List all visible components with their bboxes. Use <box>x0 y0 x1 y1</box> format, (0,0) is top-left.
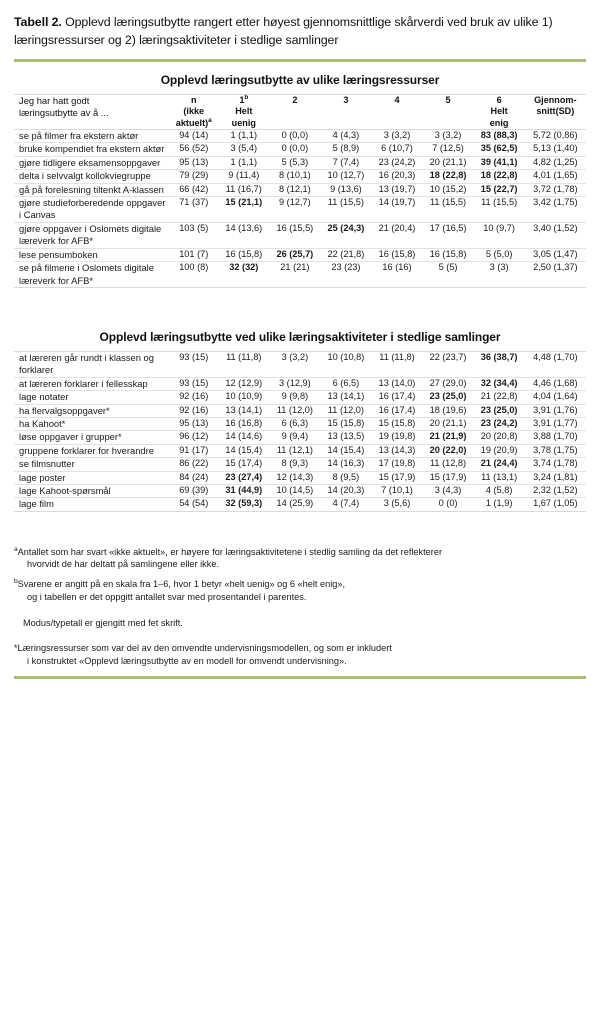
cell-mean-sd: 4,48 (1,70) <box>525 351 586 377</box>
header-question-line2: læringsutbytte av å ... <box>19 106 109 118</box>
table-row <box>14 377 586 390</box>
header-col-3: 3 <box>320 94 371 129</box>
cell-scale-3: 10 (10,8) <box>320 351 371 377</box>
cell-scale-5: 3 (4,3) <box>423 484 474 497</box>
cell-n: 95 (13) <box>169 417 218 430</box>
header-col-2: 2 <box>269 94 320 129</box>
header-col-1 <box>218 94 269 129</box>
cell-scale-3: 15 (15,8) <box>320 417 371 430</box>
cell-scale-3: 13 (13,5) <box>320 431 371 444</box>
header-n-sub2: aktuelt) <box>175 117 209 128</box>
cell-scale-5: 16 (15,8) <box>423 248 474 261</box>
row-label: gjøre studieforberedende oppgaver i Canvas <box>14 197 169 223</box>
cell-scale-2: 8 (12,1) <box>269 183 320 196</box>
cell-scale-4: 16 (15,8) <box>371 248 422 261</box>
cell-mean-sd: 3,74 (1,78) <box>525 458 586 471</box>
cell-scale-1: 3 (5,4) <box>218 143 269 156</box>
learning-activities-body <box>14 351 586 511</box>
section-spacer <box>14 288 586 319</box>
footnote-b <box>14 578 586 603</box>
header-col-n <box>169 94 218 129</box>
cell-mean-sd: 4,01 (1,65) <box>525 170 586 183</box>
cell-scale-5: 0 (0) <box>423 498 474 511</box>
cell-scale-5: 15 (17,9) <box>423 471 474 484</box>
cell-scale-1: 14 (15,4) <box>218 444 269 457</box>
cell-n: 96 (12) <box>169 431 218 444</box>
cell-scale-3: 5 (8,9) <box>320 143 371 156</box>
cell-scale-6: 15 (22,7) <box>474 183 525 196</box>
cell-scale-3: 8 (9,5) <box>320 471 371 484</box>
cell-n: 92 (16) <box>169 404 218 417</box>
header-c1-sub1: Helt <box>235 106 253 117</box>
cell-mean-sd: 3,24 (1,81) <box>525 471 586 484</box>
cell-scale-6: 11 (13,1) <box>474 471 525 484</box>
table-row <box>14 130 586 143</box>
table-row <box>14 143 586 156</box>
bottom-green-rule <box>14 676 586 679</box>
cell-scale-3: 23 (23) <box>320 262 371 288</box>
row-label: bruke kompendiet fra ekstern aktør <box>14 143 169 156</box>
cell-scale-5: 27 (29,0) <box>423 377 474 390</box>
cell-scale-3: 4 (4,3) <box>320 130 371 143</box>
footnote-a <box>14 546 586 571</box>
cell-scale-6: 18 (22,8) <box>474 170 525 183</box>
cell-scale-2: 26 (25,7) <box>269 248 320 261</box>
row-label: gjøre oppgaver i Oslomets digitale læreverk for AFB* <box>14 222 169 248</box>
cell-mean-sd: 4,46 (1,68) <box>525 377 586 390</box>
cell-scale-1: 10 (10,9) <box>218 391 269 404</box>
cell-scale-2: 3 (12,9) <box>269 377 320 390</box>
header-c6-sub1: Helt <box>490 106 508 117</box>
header-col-6 <box>474 94 525 129</box>
cell-scale-6: 21 (24,4) <box>474 458 525 471</box>
table-row <box>14 262 586 288</box>
header-n-label: n <box>190 94 197 105</box>
cell-n: 66 (42) <box>169 183 218 196</box>
cell-n: 69 (39) <box>169 484 218 497</box>
cell-scale-6: 36 (38,7) <box>474 351 525 377</box>
cell-n: 100 (8) <box>169 262 218 288</box>
cell-mean-sd: 3,88 (1,70) <box>525 431 586 444</box>
cell-scale-6: 11 (15,5) <box>474 197 525 223</box>
footnote-spacer <box>14 512 586 540</box>
cell-scale-1: 15 (17,4) <box>218 458 269 471</box>
cell-scale-2: 0 (0,0) <box>269 130 320 143</box>
cell-mean-sd: 4,82 (1,25) <box>525 156 586 169</box>
header-question-line1: Jeg har hatt godt <box>19 94 90 106</box>
cell-scale-4: 16 (17,4) <box>371 391 422 404</box>
cell-scale-2: 11 (12,1) <box>269 444 320 457</box>
row-label: se filmsnutter <box>14 458 169 471</box>
header-col-mean <box>525 94 586 129</box>
cell-scale-6: 10 (9,7) <box>474 222 525 248</box>
header-col-question <box>14 94 169 129</box>
row-label: delta i selvvalgt kollokviegruppe <box>14 170 169 183</box>
cell-scale-5: 22 (23,7) <box>423 351 474 377</box>
footnote-b-line2: og i tabellen er det oppgitt antallet svar med prosentandel i parentes. <box>27 591 307 602</box>
cell-scale-3: 6 (6,5) <box>320 377 371 390</box>
table-row <box>14 417 586 430</box>
cell-scale-2: 9 (9,4) <box>269 431 320 444</box>
cell-scale-1: 32 (59,3) <box>218 498 269 511</box>
cell-scale-3: 10 (12,7) <box>320 170 371 183</box>
cell-n: 103 (5) <box>169 222 218 248</box>
cell-n: 56 (52) <box>169 143 218 156</box>
footnote-star-line2: i konstruktet «Opplevd læringsutbytte av en modell for omvendt undervisning». <box>27 655 347 666</box>
cell-scale-2: 8 (9,3) <box>269 458 320 471</box>
cell-scale-3: 9 (13,6) <box>320 183 371 196</box>
cell-scale-1: 31 (44,9) <box>218 484 269 497</box>
learning-activities-table <box>14 351 586 512</box>
cell-scale-6: 1 (1,9) <box>474 498 525 511</box>
row-label: gå på forelesning tiltenkt A-klassen <box>14 183 169 196</box>
table-row <box>14 351 586 377</box>
cell-scale-6: 23 (25,0) <box>474 404 525 417</box>
cell-scale-1: 11 (16,7) <box>218 183 269 196</box>
cell-n: 86 (22) <box>169 458 218 471</box>
section-1-title: Opplevd læringsutbytte av ulike læringsressurser <box>160 72 440 87</box>
cell-scale-3: 25 (24,3) <box>320 222 371 248</box>
cell-n: 95 (13) <box>169 156 218 169</box>
cell-scale-4: 13 (14,3) <box>371 444 422 457</box>
cell-scale-6: 32 (34,4) <box>474 377 525 390</box>
cell-mean-sd: 3,42 (1,75) <box>525 197 586 223</box>
cell-scale-3: 14 (16,3) <box>320 458 371 471</box>
cell-scale-3: 11 (15,5) <box>320 197 371 223</box>
cell-scale-4: 7 (10,1) <box>371 484 422 497</box>
cell-scale-3: 14 (20,3) <box>320 484 371 497</box>
cell-scale-6: 20 (20,8) <box>474 431 525 444</box>
header-n-footnote-mark: a <box>208 116 212 124</box>
cell-scale-5: 18 (22,8) <box>423 170 474 183</box>
cell-scale-2: 11 (12,0) <box>269 404 320 417</box>
row-label: lese pensumboken <box>14 248 169 261</box>
cell-n: 84 (24) <box>169 471 218 484</box>
table-row <box>14 431 586 444</box>
cell-scale-5: 20 (22,0) <box>423 444 474 457</box>
cell-scale-4: 14 (19,7) <box>371 197 422 223</box>
header-n-sub1: (ikke <box>183 106 205 117</box>
cell-scale-1: 12 (12,9) <box>218 377 269 390</box>
cell-n: 93 (15) <box>169 377 218 390</box>
cell-scale-6: 4 (5,8) <box>474 484 525 497</box>
cell-scale-1: 16 (16,8) <box>218 417 269 430</box>
cell-scale-4: 16 (16) <box>371 262 422 288</box>
cell-scale-1: 14 (14,6) <box>218 431 269 444</box>
cell-scale-5: 17 (16,5) <box>423 222 474 248</box>
cell-scale-2: 21 (21) <box>269 262 320 288</box>
cell-mean-sd: 3,91 (1,77) <box>525 417 586 430</box>
cell-scale-2: 12 (14,3) <box>269 471 320 484</box>
row-label: lage Kahoot-spørsmål <box>14 484 169 497</box>
cell-scale-3: 13 (14,1) <box>320 391 371 404</box>
header-n-sub2-wrap <box>169 118 218 129</box>
cell-scale-2: 10 (14,5) <box>269 484 320 497</box>
cell-n: 94 (14) <box>169 130 218 143</box>
cell-scale-4: 17 (19,8) <box>371 458 422 471</box>
cell-scale-1: 1 (1,1) <box>218 156 269 169</box>
cell-scale-4: 13 (14,0) <box>371 377 422 390</box>
cell-scale-3: 7 (7,4) <box>320 156 371 169</box>
cell-mean-sd: 5,13 (1,40) <box>525 143 586 156</box>
cell-scale-5: 10 (15,2) <box>423 183 474 196</box>
footnote-b-mark: b <box>14 578 18 586</box>
cell-mean-sd: 3,91 (1,76) <box>525 404 586 417</box>
cell-n: 91 (17) <box>169 444 218 457</box>
header-c1-label: 1 <box>239 94 245 105</box>
cell-scale-4: 6 (10,7) <box>371 143 422 156</box>
section-2-title: Opplevd læringsutbytte ved ulike læringsaktiviteter i stedlige samlinger <box>99 329 501 344</box>
cell-n: 93 (15) <box>169 351 218 377</box>
table-row <box>14 156 586 169</box>
header-col-5: 5 <box>423 94 474 129</box>
cell-scale-5: 11 (15,5) <box>423 197 474 223</box>
table-header-row <box>14 94 586 129</box>
cell-scale-6: 39 (41,1) <box>474 156 525 169</box>
cell-n: 92 (16) <box>169 391 218 404</box>
table-number-label: Tabell 2. <box>14 15 62 29</box>
cell-scale-5: 11 (12,8) <box>423 458 474 471</box>
cell-scale-2: 14 (25,9) <box>269 498 320 511</box>
cell-scale-2: 16 (15,5) <box>269 222 320 248</box>
cell-scale-1: 1 (1,1) <box>218 130 269 143</box>
row-label: gruppene forklarer for hverandre <box>14 444 169 457</box>
cell-scale-1: 14 (13,6) <box>218 222 269 248</box>
cell-scale-4: 11 (11,8) <box>371 351 422 377</box>
row-label: gjøre tidligere eksamensoppgaver <box>14 156 169 169</box>
cell-mean-sd: 3,72 (1,78) <box>525 183 586 196</box>
header-col-4: 4 <box>371 94 422 129</box>
footnote-star-line1: Læringsressurser som var del av den omvendte undervisningsmodellen, og som er inkludert <box>17 643 392 654</box>
footnote-b-line1: Svarene er angitt på en skala fra 1–6, hvor 1 betyr «helt uenig» og 6 «helt enig», <box>17 579 346 590</box>
header-c1-footnote-mark: b <box>244 93 249 101</box>
cell-n: 54 (54) <box>169 498 218 511</box>
learning-resources-table <box>14 94 586 288</box>
row-label: se på filmer fra ekstern aktør <box>14 130 169 143</box>
cell-scale-6: 83 (88,3) <box>474 130 525 143</box>
footnotes <box>14 540 586 668</box>
cell-scale-3: 22 (21,8) <box>320 248 371 261</box>
cell-scale-5: 20 (21,1) <box>423 156 474 169</box>
cell-scale-1: 16 (15,8) <box>218 248 269 261</box>
cell-scale-4: 19 (19,8) <box>371 431 422 444</box>
cell-scale-2: 8 (10,1) <box>269 170 320 183</box>
table-row <box>14 484 586 497</box>
cell-scale-3: 14 (15,4) <box>320 444 371 457</box>
cell-scale-2: 5 (5,3) <box>269 156 320 169</box>
learning-resources-body <box>14 130 586 288</box>
cell-mean-sd: 3,05 (1,47) <box>525 248 586 261</box>
cell-scale-6: 5 (5,0) <box>474 248 525 261</box>
cell-n: 101 (7) <box>169 248 218 261</box>
table-row <box>14 444 586 457</box>
table-row <box>14 170 586 183</box>
cell-scale-2: 0 (0,0) <box>269 143 320 156</box>
row-label: ha flervalgsoppgaver* <box>14 404 169 417</box>
header-c6-sub2: enig <box>489 117 509 128</box>
cell-scale-3: 11 (12,0) <box>320 404 371 417</box>
cell-scale-4: 3 (5,6) <box>371 498 422 511</box>
table-caption <box>14 0 586 50</box>
cell-mean-sd: 2,32 (1,52) <box>525 484 586 497</box>
cell-scale-1: 11 (11,8) <box>218 351 269 377</box>
cell-scale-2: 9 (9,8) <box>269 391 320 404</box>
cell-scale-4: 16 (17,4) <box>371 404 422 417</box>
cell-scale-4: 15 (15,8) <box>371 417 422 430</box>
cell-scale-4: 13 (19,7) <box>371 183 422 196</box>
cell-scale-5: 21 (21,9) <box>423 431 474 444</box>
cell-scale-2: 6 (6,3) <box>269 417 320 430</box>
cell-scale-4: 16 (20,3) <box>371 170 422 183</box>
cell-scale-5: 20 (21,1) <box>423 417 474 430</box>
header-c1-sub2: uenig <box>231 117 256 128</box>
cell-scale-4: 3 (3,2) <box>371 130 422 143</box>
cell-scale-5: 3 (3,2) <box>423 130 474 143</box>
cell-scale-5: 18 (19,6) <box>423 404 474 417</box>
cell-n: 79 (29) <box>169 170 218 183</box>
table-row <box>14 498 586 511</box>
cell-scale-1: 13 (14,1) <box>218 404 269 417</box>
table-row <box>14 458 586 471</box>
footnote-star <box>14 642 586 667</box>
cell-scale-6: 3 (3) <box>474 262 525 288</box>
footnote-a-line2: hvorvidt de har deltatt på samlingene eller ikke. <box>27 559 220 570</box>
cell-scale-2: 3 (3,2) <box>269 351 320 377</box>
table-row <box>14 183 586 196</box>
row-label: lage film <box>14 498 169 511</box>
cell-mean-sd: 5,72 (0,86) <box>525 130 586 143</box>
table-row <box>14 222 586 248</box>
cell-scale-6: 23 (24,2) <box>474 417 525 430</box>
cell-scale-1: 23 (27,4) <box>218 471 269 484</box>
header-mean-line2: snitt(SD) <box>536 106 575 117</box>
footnote-a-line1: Antallet som har svart «ikke aktuelt», er høyere for læringsaktivitetene i stedlig samling da det reflekterer <box>17 546 443 557</box>
table-row <box>14 471 586 484</box>
cell-scale-4: 23 (24,2) <box>371 156 422 169</box>
cell-scale-1: 9 (11,4) <box>218 170 269 183</box>
row-label: at læreren forklarer i fellesskap <box>14 377 169 390</box>
table-row <box>14 391 586 404</box>
cell-mean-sd: 1,67 (1,05) <box>525 498 586 511</box>
cell-scale-2: 9 (12,7) <box>269 197 320 223</box>
cell-mean-sd: 4,04 (1,64) <box>525 391 586 404</box>
cell-scale-5: 23 (25,0) <box>423 391 474 404</box>
cell-mean-sd: 2,50 (1,37) <box>525 262 586 288</box>
table-row <box>14 404 586 417</box>
row-label: ha Kahoot* <box>14 417 169 430</box>
footnote-a-mark: a <box>14 545 18 553</box>
footnote-modus: Modus/typetall er gjengitt med fet skrift. <box>23 617 183 628</box>
row-label: at læreren går rundt i klassen og forklarer <box>14 351 169 377</box>
header-c6-label: 6 <box>496 94 502 105</box>
cell-scale-5: 5 (5) <box>423 262 474 288</box>
cell-scale-4: 21 (20,4) <box>371 222 422 248</box>
cell-scale-6: 19 (20,9) <box>474 444 525 457</box>
row-label: se på filmene i Oslomets digitale læreverk for AFB* <box>14 262 169 288</box>
row-label: løse oppgaver i grupper* <box>14 431 169 444</box>
cell-scale-1: 15 (21,1) <box>218 197 269 223</box>
table-row <box>14 248 586 261</box>
cell-scale-6: 21 (22,8) <box>474 391 525 404</box>
footnote-star-mark: * <box>14 643 18 654</box>
table-row <box>14 197 586 223</box>
row-label: lage notater <box>14 391 169 404</box>
cell-n: 71 (37) <box>169 197 218 223</box>
cell-mean-sd: 3,40 (1,52) <box>525 222 586 248</box>
cell-scale-5: 7 (12,5) <box>423 143 474 156</box>
cell-scale-1: 32 (32) <box>218 262 269 288</box>
cell-mean-sd: 3,78 (1,75) <box>525 444 586 457</box>
table-caption-text: Opplevd læringsutbytte rangert etter høyest gjennomsnittlige skårverdi ved bruk av ulike 1) læringsressurser og 2) læringsaktiviteter i stedlige samlinger <box>14 15 553 47</box>
cell-scale-3: 4 (7,4) <box>320 498 371 511</box>
cell-scale-4: 15 (17,9) <box>371 471 422 484</box>
header-mean-line1: Gjennom- <box>534 94 577 105</box>
cell-scale-6: 35 (62,5) <box>474 143 525 156</box>
row-label: lage poster <box>14 471 169 484</box>
